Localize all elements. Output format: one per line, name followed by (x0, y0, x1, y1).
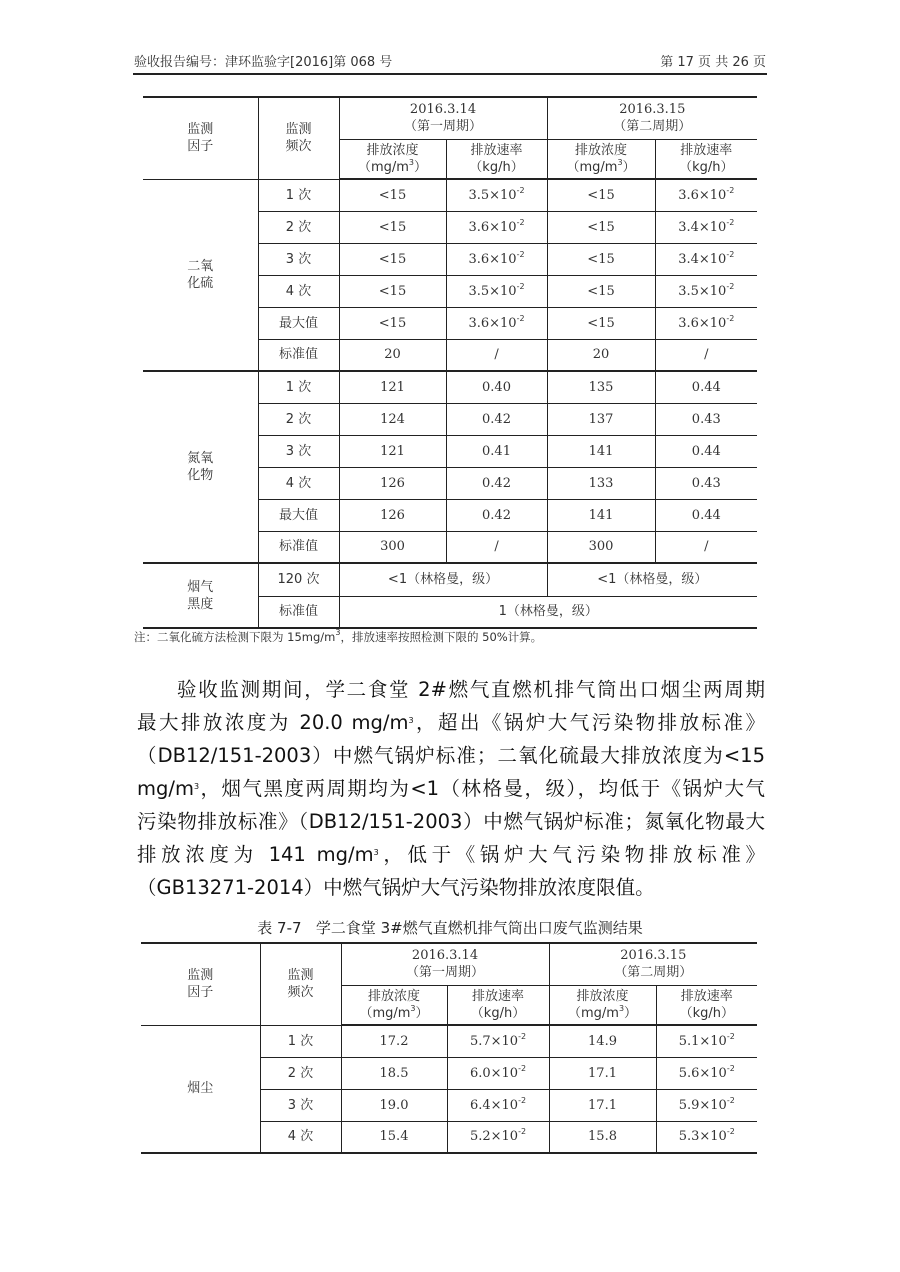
header-concentration-1 (339, 139, 446, 179)
concentration-period-1: 126 (339, 499, 446, 531)
rate-period-1 (446, 467, 547, 499)
concentration-period-2: 20 (547, 339, 655, 371)
header-frequency (260, 943, 341, 1025)
rate-period-2 (655, 307, 757, 339)
frequency-cell: 2 次 (258, 403, 339, 435)
concentration-period-2: 300 (547, 531, 655, 563)
unit-text: （mg/m (359, 1005, 411, 1021)
rate-unit: （kg/h） (679, 159, 734, 175)
concentration-period-2: 17.1 (549, 1089, 656, 1121)
rate-label: 排放速率 (472, 988, 525, 1004)
header-rule (133, 73, 767, 75)
rate-value: / (494, 539, 499, 555)
unit-text: （mg/m (566, 159, 618, 175)
concentration-period-2: <15 (547, 307, 655, 339)
paragraph-line-7: （GB13271-2014）中燃气锅炉大气污染物排放浓度限值。 (137, 876, 655, 899)
table-row (143, 371, 757, 403)
rate-exponent: -2 (726, 1031, 735, 1041)
concentration-period-1: 124 (339, 403, 446, 435)
frequency-cell: 3 次 (260, 1089, 341, 1121)
line-2-sup: 3 (408, 716, 414, 725)
header-frequency-text: 监测 频次 (287, 968, 314, 1001)
header-period-1 (341, 943, 549, 985)
concentration-period-2: <15 (547, 275, 655, 307)
rate-value: 5.2×10 (469, 1129, 519, 1145)
rate-value: 3.6×10 (468, 315, 517, 331)
rate-value: 0.44 (691, 443, 721, 459)
rate-period-1 (446, 307, 547, 339)
header-rate-2 (656, 985, 757, 1025)
table-caption: 表 7-7 学二食堂 3#燃气直燃机排气筒出口废气监测结果 (257, 919, 643, 937)
rate-period-2 (655, 531, 757, 563)
concentration-period-1: <15 (339, 307, 446, 339)
rate-exponent: -2 (726, 281, 735, 291)
rate-value: 3.6×10 (468, 219, 517, 235)
rate-label: 排放速率 (680, 142, 733, 158)
rate-value: 0.42 (482, 507, 511, 523)
unit-end: ） (622, 159, 636, 175)
header-concentration-2 (547, 139, 655, 179)
paragraph-line-1: 验收监测期间，学二食堂 2#燃气直燃机排气筒出口烟尘两周期 (177, 678, 765, 701)
concentration-label: 排放浓度 (575, 142, 628, 158)
factor-smoke-blackness (143, 563, 258, 628)
rate-period-1 (446, 403, 547, 435)
unit-sup: 3 (618, 1003, 625, 1013)
concentration-period-1: 20 (339, 339, 446, 371)
rate-exponent: -2 (726, 249, 735, 259)
rate-label: 排放速率 (680, 988, 733, 1004)
factor-text: 氮氧 化物 (187, 451, 214, 483)
line-6-sup: 3 (373, 848, 379, 857)
unit-sup: 3 (617, 157, 623, 167)
rate-value: 3.5×10 (468, 283, 517, 299)
frequency-cell: 1 次 (258, 179, 339, 211)
rate-value: / (494, 347, 499, 363)
concentration-period-2: 14.9 (549, 1025, 656, 1057)
rate-value: 0.41 (482, 443, 511, 459)
rate-exponent: -2 (726, 185, 735, 195)
concentration-unit (340, 159, 446, 176)
frequency-cell: 4 次 (258, 467, 339, 499)
line-2-text: 最大排放浓度为 20.0 mg/m (137, 711, 409, 734)
rate-period-2 (655, 179, 757, 211)
rate-unit: （kg/h） (470, 1005, 526, 1021)
paragraph-line-5: 污染物排放标准》（DB12/151-2003）中燃气锅炉标准；氮氧化物最大 (137, 810, 765, 833)
concentration-period-2: 135 (547, 371, 655, 403)
factor-text: 烟尘 (187, 1081, 214, 1097)
report-number: 验收报告编号：津环监验字[2016]第 068 号 (134, 55, 393, 70)
concentration-period-2: 133 (547, 467, 655, 499)
header-concentration-2 (549, 985, 656, 1025)
rate-unit: （kg/h） (469, 159, 524, 175)
rate-value: 3.6×10 (678, 187, 727, 203)
frequency-cell: 4 次 (260, 1121, 341, 1153)
rate-period-2 (656, 1089, 757, 1121)
factor-text: 烟气 黑度 (187, 579, 214, 612)
concentration-period-2: 15.8 (549, 1121, 656, 1153)
frequency-cell: 1 次 (260, 1025, 341, 1057)
concentration-period-1: <15 (339, 211, 446, 243)
rate-period-1 (446, 179, 547, 211)
concentration-period-2: 141 (547, 435, 655, 467)
rate-exponent: -2 (516, 185, 525, 195)
rate-value: 5.3×10 (678, 1129, 727, 1145)
concentration-period-1: 121 (339, 371, 446, 403)
rate-value: 0.42 (482, 411, 511, 427)
concentration-unit (550, 1005, 656, 1022)
concentration-period-1: <15 (339, 179, 446, 211)
factor-group-1 (143, 371, 258, 563)
period-1-date: 2016.3.14 (409, 102, 477, 118)
header-rate-2 (655, 139, 757, 179)
rate-period-2 (655, 435, 757, 467)
rate-exponent: -2 (518, 1063, 527, 1073)
rate-period-1 (446, 531, 547, 563)
frequency-cell: 4 次 (258, 275, 339, 307)
frequency-cell: 标准值 (258, 531, 339, 563)
unit-end: ） (414, 159, 428, 175)
rate-exponent: -2 (726, 1127, 735, 1137)
concentration-label: 排放浓度 (576, 988, 629, 1004)
concentration-period-1: <15 (339, 275, 446, 307)
rate-value: / (704, 347, 709, 363)
header-period-2 (549, 943, 757, 985)
header-period-2 (547, 97, 757, 139)
header-frequency-text: 监测 频次 (285, 122, 312, 155)
concentration-period-1: <15 (339, 243, 446, 275)
period-2-date: 2016.3.15 (620, 948, 687, 964)
line-6-text-end: ，低于《锅炉大气污染物排放标准》 (378, 843, 765, 866)
table-row (143, 179, 757, 211)
unit-text: （mg/m (357, 159, 409, 175)
rate-value: 0.43 (691, 475, 721, 491)
rate-value: 0.43 (691, 411, 721, 427)
monitoring-table-2 (141, 942, 757, 1154)
concentration-period-1: 15.4 (341, 1121, 447, 1153)
rate-value: 3.4×10 (678, 251, 727, 267)
line-6-text: 排放浓度为 141 mg/m (137, 843, 374, 866)
concentration-period-2: <15 (547, 243, 655, 275)
concentration-period-2: 141 (547, 499, 655, 531)
frequency-cell: 2 次 (260, 1057, 341, 1089)
header-factor-text: 监测 因子 (187, 122, 214, 155)
rate-period-2 (655, 467, 757, 499)
unit-sup: 3 (408, 157, 415, 167)
period-1-label: （第一周期） (404, 119, 483, 135)
concentration-period-1: 121 (339, 435, 446, 467)
rate-period-2 (656, 1025, 757, 1057)
rate-period-2 (656, 1121, 757, 1153)
concentration-period-2: 17.1 (549, 1057, 656, 1089)
frequency-cell: 3 次 (258, 435, 339, 467)
line-4-text-end: ，烟气黑度两周期均为<1（林格曼，级），均低于《锅炉大气 (199, 777, 765, 800)
rate-value: 0.44 (691, 379, 721, 395)
note-sup: 3 (335, 628, 341, 637)
paragraph-line-4 (137, 772, 765, 805)
header-factor-text: 监测 因子 (187, 968, 214, 1001)
rate-period-2 (656, 1057, 757, 1089)
factor-group-0 (143, 179, 258, 371)
frequency-cell: 2 次 (258, 211, 339, 243)
concentration-period-1: 18.5 (341, 1057, 447, 1089)
smoke-period-2: <1（林格曼，级） (547, 563, 757, 596)
rate-exponent: -2 (726, 1063, 735, 1073)
rate-exponent: -2 (726, 313, 735, 323)
rate-value: 0.44 (691, 507, 721, 523)
rate-period-2 (655, 371, 757, 403)
concentration-period-1: 126 (339, 467, 446, 499)
rate-period-2 (655, 499, 757, 531)
rate-period-1 (446, 435, 547, 467)
paragraph-line-2 (137, 706, 765, 739)
rate-value: 6.0×10 (469, 1065, 519, 1081)
frequency-cell: 1 次 (258, 371, 339, 403)
note-text: 注：二氧化硫方法检测下限为 15mg/m (134, 630, 336, 644)
rate-value: 5.9×10 (678, 1097, 727, 1113)
concentration-unit (342, 1005, 447, 1022)
rate-period-1 (447, 1025, 549, 1057)
rate-exponent: -2 (518, 1127, 527, 1137)
rate-period-1 (447, 1089, 549, 1121)
paragraph-line-6 (137, 838, 765, 871)
body-paragraph (137, 673, 765, 904)
line-4-text: mg/m (137, 777, 194, 800)
concentration-period-2: <15 (547, 179, 655, 211)
concentration-label: 排放浓度 (366, 142, 419, 158)
rate-period-1 (446, 211, 547, 243)
concentration-period-1: 17.2 (341, 1025, 447, 1057)
period-1-label: （第一周期） (406, 965, 485, 981)
rate-period-1 (446, 371, 547, 403)
rate-exponent: -2 (516, 281, 525, 291)
rate-value: 0.42 (482, 475, 511, 491)
rate-exponent: -2 (516, 249, 525, 259)
concentration-unit (548, 159, 655, 176)
rate-value: 5.7×10 (469, 1033, 519, 1049)
frequency-cell: 标准值 (258, 596, 339, 628)
rate-period-2 (655, 243, 757, 275)
header-period-1 (339, 97, 547, 139)
concentration-label: 排放浓度 (367, 988, 420, 1004)
rate-value: 0.40 (482, 379, 511, 395)
rate-period-2 (655, 403, 757, 435)
header-factor (141, 943, 260, 1025)
concentration-period-2: <15 (547, 211, 655, 243)
rate-value: 6.4×10 (469, 1097, 519, 1113)
rate-exponent: -2 (726, 1095, 735, 1105)
rate-exponent: -2 (516, 313, 525, 323)
period-2-label: （第二周期） (614, 965, 693, 981)
rate-value: 3.4×10 (678, 219, 727, 235)
paragraph-line-3: （DB12/151-2003）中燃气锅炉标准；二氧化硫最大排放浓度为<15 (137, 744, 765, 767)
header-concentration-1 (341, 985, 447, 1025)
rate-period-2 (655, 275, 757, 307)
rate-exponent: -2 (516, 217, 525, 227)
period-1-date: 2016.3.14 (411, 948, 479, 964)
rate-exponent: -2 (518, 1031, 527, 1041)
header-frequency (258, 97, 339, 179)
rate-value: 5.6×10 (678, 1065, 727, 1081)
rate-period-1 (447, 1121, 549, 1153)
frequency-cell: 最大值 (258, 307, 339, 339)
frequency-cell: 标准值 (258, 339, 339, 371)
rate-period-1 (446, 275, 547, 307)
frequency-cell: 3 次 (258, 243, 339, 275)
unit-end: ） (624, 1005, 638, 1021)
header-rate-1 (446, 139, 547, 179)
note-text-end: ，排放速率按照检测下限的 50%计算。 (340, 630, 543, 644)
period-2-label: （第二周期） (613, 119, 692, 135)
unit-sup: 3 (410, 1003, 416, 1013)
period-2-date: 2016.3.15 (619, 102, 686, 118)
rate-period-2 (655, 339, 757, 371)
smoke-period-1: <1（林格曼，级） (339, 563, 547, 596)
rate-period-1 (446, 243, 547, 275)
rate-value: 3.6×10 (678, 315, 727, 331)
line-2-text-end: ，超出《锅炉大气污染物排放标准》 (413, 711, 765, 734)
rate-value: 5.1×10 (678, 1033, 727, 1049)
rate-unit: （kg/h） (679, 1005, 734, 1021)
rate-value: / (704, 539, 709, 555)
unit-text: （mg/m (567, 1005, 619, 1021)
smoke-standard: 1（林格曼，级） (339, 596, 757, 628)
rate-period-1 (446, 499, 547, 531)
page-number: 第 17 页 共 26 页 (660, 55, 766, 70)
factor-dust (141, 1025, 260, 1153)
table-note (134, 629, 542, 645)
factor-text: 二氧 化硫 (187, 258, 214, 291)
concentration-period-2: 137 (547, 403, 655, 435)
concentration-period-1: 300 (339, 531, 446, 563)
frequency-cell: 最大值 (258, 499, 339, 531)
header-factor (143, 97, 258, 179)
monitoring-table-1 (143, 96, 757, 629)
rate-value: 3.5×10 (678, 283, 727, 299)
rate-period-2 (655, 211, 757, 243)
concentration-period-1: 19.0 (341, 1089, 447, 1121)
unit-end: ） (415, 1005, 429, 1021)
rate-label: 排放速率 (470, 142, 523, 158)
rate-period-1 (446, 339, 547, 371)
line-4-sup: 3 (193, 782, 200, 791)
table-row (141, 1025, 757, 1057)
rate-value: 3.5×10 (468, 187, 517, 203)
frequency-cell: 120 次 (258, 563, 339, 596)
rate-value: 3.6×10 (468, 251, 517, 267)
header-rate-1 (447, 985, 549, 1025)
rate-exponent: -2 (726, 217, 735, 227)
rate-period-1 (447, 1057, 549, 1089)
rate-exponent: -2 (518, 1095, 527, 1105)
